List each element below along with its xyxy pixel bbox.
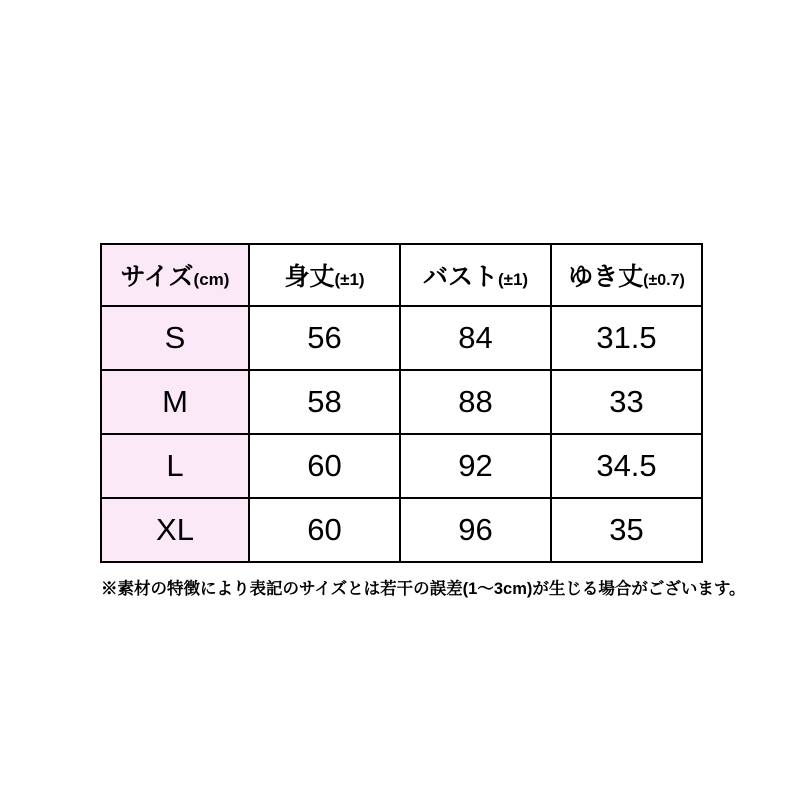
table-row [101, 434, 702, 498]
table-row [101, 306, 702, 370]
cell-yukitake: 33 [551, 370, 702, 434]
header-label-size: サイズ [120, 263, 194, 291]
cell-size: XL [101, 498, 249, 562]
header-tolerance-mitake: (±1) [334, 270, 365, 289]
header-label-yukitake: ゆき丈 [568, 263, 644, 291]
header-tolerance-bust: (±1) [497, 270, 529, 289]
header-cell-bust [400, 244, 551, 306]
cell-size: M [101, 370, 249, 434]
header-unit-cm: (cm) [193, 270, 230, 289]
header-cell-size [101, 244, 249, 306]
header-label-mitake: 身丈 [284, 263, 335, 291]
header-cell-mitake [249, 244, 400, 306]
header-tolerance-yukitake: (±0.7) [643, 272, 685, 289]
size-table-container [100, 243, 701, 563]
cell-bust: 84 [400, 306, 551, 370]
cell-bust: 96 [400, 498, 551, 562]
cell-yukitake: 34.5 [551, 434, 702, 498]
cell-mitake: 58 [249, 370, 400, 434]
table-row [101, 370, 702, 434]
header-cell-yukitake [551, 244, 702, 306]
cell-bust: 88 [400, 370, 551, 434]
cell-bust: 92 [400, 434, 551, 498]
cell-size: S [101, 306, 249, 370]
cell-yukitake: 31.5 [551, 306, 702, 370]
cell-size: L [101, 434, 249, 498]
size-table [100, 243, 703, 563]
header-label-bust: バスト [422, 263, 498, 291]
cell-mitake: 60 [249, 434, 400, 498]
table-header-row [101, 244, 702, 306]
cell-mitake: 56 [249, 306, 400, 370]
table-row [101, 498, 702, 562]
cell-yukitake: 35 [551, 498, 702, 562]
cell-mitake: 60 [249, 498, 400, 562]
disclaimer-note: ※素材の特徴により表記のサイズとは若干の誤差(1～3cm)が生じる場合がございます。 [101, 580, 746, 598]
